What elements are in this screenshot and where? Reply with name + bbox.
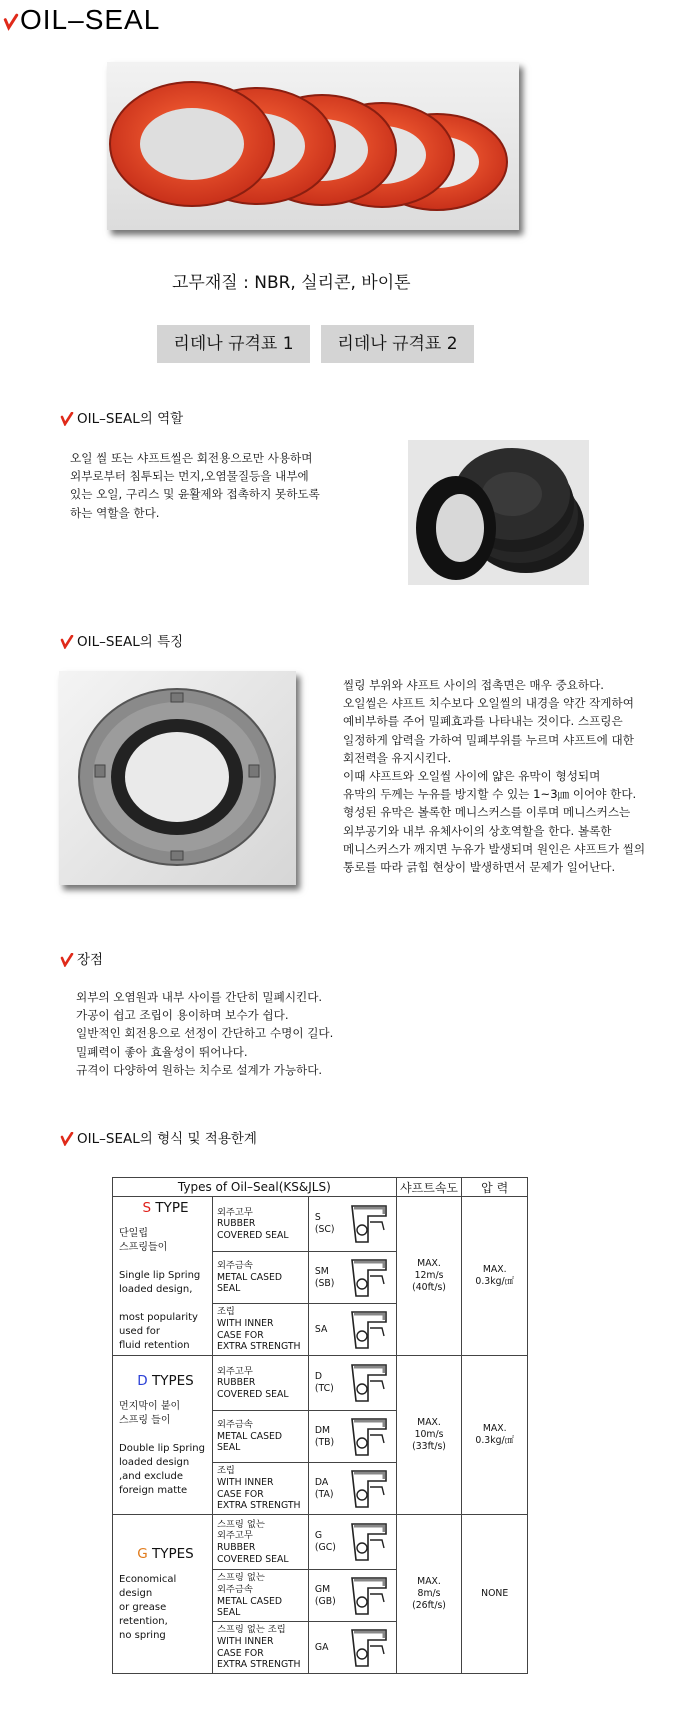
header-types: Types of Oil–Seal(KS&JLS): [113, 1178, 397, 1197]
seal-description-line: RUBBER: [216, 1218, 256, 1230]
seal-code-line: (TB): [314, 1436, 335, 1448]
table-row: [113, 1197, 528, 1252]
shaft-speed-line: (26ft/s): [412, 1600, 446, 1611]
seal-code-line: (GC): [314, 1542, 336, 1553]
material-line: 고무재질 : NBR, 실리콘, 바이톤: [172, 273, 411, 293]
type-group-description-line: no spring: [119, 1630, 166, 1641]
seal-code-cell: [308, 1356, 396, 1411]
seal-code-cell: [308, 1570, 396, 1622]
seal-description-line: SEAL: [216, 1283, 241, 1295]
shaft-speed-line: 8m/s: [417, 1588, 441, 1599]
type-group-description-line: foreign matte: [119, 1485, 188, 1496]
seal-description-cell: [212, 1304, 308, 1356]
black-oil-seals-photo: [408, 440, 589, 585]
seal-description-line: CASE FOR: [216, 1647, 264, 1659]
seal-description-line: COVERED SEAL: [216, 1388, 289, 1400]
seal-description-cell: [212, 1463, 308, 1515]
seal-cross-section-icon: [346, 1574, 392, 1618]
seal-code-cell: [308, 1252, 396, 1304]
gray-oil-seal-photo: [59, 671, 296, 885]
pressure-line: 0.3kg/㎠: [475, 1276, 514, 1287]
red-check-mark-icon: [3, 13, 19, 31]
pressure-line: 0.3kg/㎠: [475, 1435, 514, 1446]
type-letter: G: [137, 1546, 148, 1562]
retainer-spec-table-1-button[interactable]: 리데나 규격표 1: [157, 325, 310, 363]
type-word: TYPES: [147, 1546, 194, 1562]
type-group-description-line: Economical design: [119, 1574, 177, 1599]
type-group-description-line: fluid retention: [119, 1340, 190, 1351]
seal-code-line: SM: [314, 1265, 329, 1277]
seal-code-line: D: [314, 1371, 323, 1382]
type-group-description-line: [119, 1255, 212, 1269]
seal-code-cell: [308, 1515, 396, 1570]
features-paragraph: 씰링 부위와 샤프트 사이의 접촉면은 매우 중요하다. 오일씰은 샤프트 치수보다 오일씰의 내경을 약간 작게하여 예비부하를 주어 밀폐효과를 나타내는 것이다. 스프링은 일정하게 압력을 가하여 밀폐부위를 누르며 샤프트에 대한 회전력을 유지시킨다. 이때 샤프트와 오일씰 사이에 얇은 유막이 형성되며 유막의 두께는 누유를 방지할 수 있는 1~3㎛ 이어야 한다. 형성된 유막은 볼록한 메니스커스를 이루며 메니스커스는 외부공기와 내부 유체사이의 상호역할을 한다. 볼록한 메니스커스가 깨지면 누유가 발생되며 원인은 샤프트가 씰의 통로를 따라 긁힘 현상이 발생하면서 문제가 일어난다.: [343, 678, 646, 875]
seal-description-line: WITH INNER: [216, 1317, 274, 1329]
advantages-paragraph: 외부의 오염원과 내부 사이를 간단히 밀폐시킨다. 가공이 쉽고 조립이 용이하며 보수가 쉽다. 일반적인 회전용으로 선정이 간단하고 수명이 길다. 밀폐력이 좋아 효율성이 뛰어나다. 규격이 다양하여 원하는 치수로 설계가 가능하다.: [76, 990, 334, 1077]
red-check-mark-icon: [60, 1132, 74, 1146]
type-word: TYPES: [147, 1373, 194, 1389]
section-title-types: OIL–SEAL의 형식 및 적용한계: [77, 1131, 257, 1147]
seal-description-line: COVERED SEAL: [216, 1229, 289, 1241]
seal-cross-section-icon: [346, 1361, 392, 1405]
type-group-description-line: [119, 1428, 212, 1442]
seal-description-line: METAL CASED: [216, 1430, 283, 1442]
shaft-speed-line: (33ft/s): [412, 1441, 446, 1452]
type-group-description-line: 스프링 들이: [119, 1415, 171, 1426]
red-oil-seals-photo: [107, 62, 519, 230]
seal-description-line: EXTRA STRENGTH: [216, 1659, 301, 1671]
seal-description-line: WITH INNER: [216, 1635, 274, 1647]
seal-description-line: 외주고무: [216, 1206, 253, 1218]
seal-code-line: SA: [314, 1323, 328, 1335]
type-group-description-line: loaded design,: [119, 1284, 193, 1295]
shaft-speed-line: MAX.: [417, 1258, 441, 1269]
seal-description-cell: [212, 1197, 308, 1252]
seal-description-cell: [212, 1252, 308, 1304]
seal-code-line: (TA): [314, 1488, 334, 1500]
seal-description-line: RUBBER: [216, 1377, 256, 1389]
seal-code-line: S: [314, 1212, 321, 1223]
seal-description-cell: [212, 1570, 308, 1622]
seal-code-cell: [308, 1304, 396, 1356]
seal-description-line: WITH INNER: [216, 1476, 274, 1488]
type-group-description-line: most popularity: [119, 1312, 198, 1323]
seal-description-cell: [212, 1356, 308, 1411]
seal-description-line: RUBBER: [216, 1542, 256, 1553]
red-check-mark-icon: [60, 412, 74, 426]
red-check-mark-icon: [60, 953, 74, 967]
table-row: [113, 1356, 528, 1411]
shaft-speed-line: 10m/s: [414, 1429, 444, 1440]
type-group-title: [119, 1547, 212, 1561]
type-group-cell: [113, 1197, 213, 1356]
seal-description-line: SEAL: [216, 1607, 241, 1619]
seal-code-line: (SC): [314, 1224, 335, 1235]
page-title: OIL–SEAL: [20, 4, 161, 35]
seal-code-line: (GB): [314, 1595, 336, 1607]
type-group-description-line: used for: [119, 1326, 160, 1337]
section-title-role: OIL–SEAL의 역할: [77, 411, 184, 427]
seal-code-line: (TC): [314, 1383, 334, 1394]
seal-description-line: 스프링 없는: [216, 1572, 265, 1584]
seal-description-line: 외주금속: [216, 1583, 253, 1595]
seal-description-line: EXTRA STRENGTH: [216, 1500, 301, 1512]
section-title-advantages: 장점: [77, 952, 104, 968]
type-group-description-line: loaded design: [119, 1457, 190, 1468]
seal-description-line: 스프링 없는: [216, 1518, 265, 1530]
pressure-line: MAX.: [482, 1264, 507, 1275]
table-row: [113, 1515, 528, 1570]
type-group-description-line: or grease retention,: [119, 1602, 168, 1627]
type-group-description-line: Double lip Spring: [119, 1443, 205, 1454]
section-title-features: OIL–SEAL의 특징: [77, 634, 184, 650]
shaft-speed-cell: [396, 1515, 462, 1674]
seal-code-cell: [308, 1197, 396, 1252]
seal-description-line: CASE FOR: [216, 1488, 264, 1500]
seal-description-line: METAL CASED: [216, 1271, 283, 1283]
type-group-description-line: 스프링들이: [119, 1242, 168, 1253]
seal-code-line: (SB): [314, 1277, 335, 1289]
shaft-speed-line: MAX.: [417, 1576, 441, 1587]
header-shaft-speed: 샤프트속도: [396, 1178, 462, 1197]
red-check-mark-icon: [60, 635, 74, 649]
seal-cross-section-icon: [346, 1626, 392, 1670]
header-pressure: 압 력: [462, 1178, 528, 1197]
retainer-spec-table-2-button[interactable]: 리데나 규격표 2: [321, 325, 474, 363]
seal-description-cell: [212, 1515, 308, 1570]
type-group-cell: [113, 1356, 213, 1515]
seal-cross-section-icon: [346, 1256, 392, 1300]
seal-description-cell: [212, 1411, 308, 1463]
seal-description-line: COVERED SEAL: [216, 1553, 289, 1565]
shaft-speed-line: (40ft/s): [412, 1282, 446, 1293]
pressure-cell: [462, 1197, 528, 1356]
type-word: TYPE: [151, 1200, 189, 1216]
seal-code-line: GA: [314, 1641, 329, 1653]
seal-description-line: 외주고무: [216, 1530, 253, 1542]
seal-code-line: DA: [314, 1476, 329, 1488]
type-group-title: [119, 1374, 212, 1388]
seal-code-line: GM: [314, 1583, 331, 1595]
type-group-description-line: Single lip Spring: [119, 1270, 201, 1281]
seal-description-line: 외주고무: [216, 1365, 253, 1377]
seal-description-line: 스프링 없는 조립: [216, 1624, 286, 1636]
type-group-title: [119, 1201, 212, 1215]
seal-cross-section-icon: [346, 1467, 392, 1511]
type-group-description-line: 단일립: [119, 1228, 148, 1239]
pressure-line: NONE: [481, 1588, 509, 1599]
seal-description-line: METAL CASED: [216, 1595, 283, 1607]
shaft-speed-cell: [396, 1356, 462, 1515]
seal-description-line: 조립: [216, 1306, 235, 1318]
seal-code-cell: [308, 1622, 396, 1674]
type-group-cell: [113, 1515, 213, 1674]
seal-description-line: EXTRA STRENGTH: [216, 1341, 301, 1353]
type-group-description-line: ,and exclude: [119, 1471, 184, 1482]
type-letter: D: [137, 1373, 148, 1389]
seal-description-line: SEAL: [216, 1442, 241, 1454]
type-group-description-line: [119, 1297, 212, 1311]
seal-description-line: CASE FOR: [216, 1329, 264, 1341]
seal-description-line: 조립: [216, 1465, 235, 1477]
seal-cross-section-icon: [346, 1308, 392, 1352]
seal-code-cell: [308, 1411, 396, 1463]
shaft-speed-line: MAX.: [417, 1417, 441, 1428]
pressure-cell: [462, 1356, 528, 1515]
oil-seal-types-table: [112, 1177, 528, 1674]
role-paragraph: 오일 씰 또는 샤프트씰은 회전용으로만 사용하며 외부로부터 침투되는 먼지,오염물질등을 내부에 있는 오일, 구리스 및 윤활제와 접촉하지 못하도록 하는 역할을 한다.: [70, 451, 320, 520]
seal-description-line: 외주금속: [216, 1260, 253, 1272]
seal-cross-section-icon: [346, 1415, 392, 1459]
type-group-description-line: 먼지막이 붙이: [119, 1401, 181, 1412]
pressure-cell: [462, 1515, 528, 1674]
shaft-speed-cell: [396, 1197, 462, 1356]
seal-code-line: G: [314, 1530, 323, 1541]
seal-code-cell: [308, 1463, 396, 1515]
seal-description-line: 외주금속: [216, 1419, 253, 1431]
seal-cross-section-icon: [346, 1520, 392, 1564]
shaft-speed-line: 12m/s: [414, 1270, 444, 1281]
seal-cross-section-icon: [346, 1202, 392, 1246]
type-letter: S: [142, 1200, 152, 1216]
seal-description-cell: [212, 1622, 308, 1674]
pressure-line: MAX.: [482, 1423, 507, 1434]
seal-code-line: DM: [314, 1424, 331, 1436]
